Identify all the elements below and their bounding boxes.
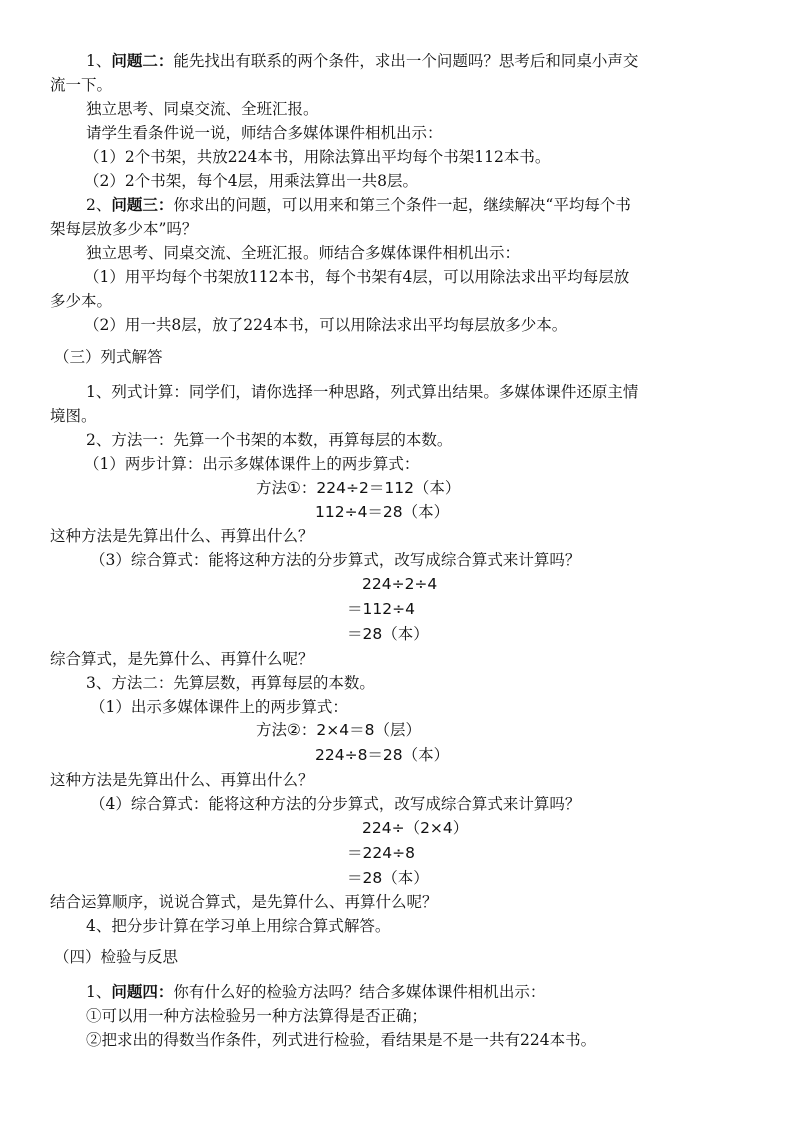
paragraph-line: 流一下。 [50,76,113,94]
paragraph-line: 2、方法一：先算一个书架的本数，再算每层的本数。 [86,431,453,449]
paragraph-line: 1、列式计算：同学们，请你选择一种思路，列式算出结果。多媒体课件还原主情 [86,383,639,401]
paragraph-question-four: 1、问题四：你有什么好的检验方法吗？结合多媒体课件相机出示： [86,982,546,1001]
list-item: （2）2个书架，每个4层，用乘法算出一共8层。 [84,172,418,190]
paragraph-line: 4、把分步计算在学习单上用综合算式解答。 [86,917,391,935]
method-one-equation: 方法①：224÷2＝112（本） [256,479,461,497]
combined-equation-line: ＝28（本） [347,625,429,643]
paragraph-line: 请学生看条件说一说，师结合多媒体课件相机出示： [86,124,443,142]
combined-equation-line: ＝224÷8 [347,844,415,862]
question-label: 问题三： [111,195,174,214]
list-item: （1）出示多媒体课件上的两步算式： [90,698,348,716]
question-label: 问题二： [111,51,174,70]
list-item: （4）综合算式：能将这种方法的分步算式，改写成综合算式来计算吗？ [90,795,581,813]
paragraph-line: 综合算式，是先算什么、再算什么呢？ [50,650,314,668]
combined-equation-line: ＝112÷4 [347,600,415,618]
method-one-equation: 112÷4＝28（本） [315,503,450,521]
paragraph-line: 这种方法是先算出什么、再算出什么？ [50,527,314,545]
list-item: （3）综合算式：能将这种方法的分步算式，改写成综合算式来计算吗？ [90,551,581,569]
list-item: ②把求出的得数当作条件，列式进行检验，看结果是不是一共有224本书。 [86,1031,597,1049]
paragraph-line: 独立思考、同桌交流、全班汇报。 [86,100,319,118]
section-heading: （四）检验与反思 [54,948,179,966]
paragraph-line: 境图。 [50,407,97,425]
paragraph-line: 3、方法二：先算层数，再算每层的本数。 [86,674,375,692]
paragraph-line: 结合运算顺序，说说合算式，是先算什么、再算什么呢？ [50,893,438,911]
combined-equation-line: 224÷2÷4 [362,575,438,593]
paragraph-line: 独立思考、同桌交流、全班汇报。师结合多媒体课件相机出示： [86,244,521,262]
list-item: （1）用平均每个书架放112本书，每个书架有4层，可以用除法求出平均每层放 [84,268,630,286]
method-label: 方法②： [256,721,317,739]
section-heading: （三）列式解答 [54,348,163,366]
method-two-equation: 224÷8＝28（本） [315,746,450,764]
method-two-equation: 方法②：2×4＝8（层） [256,721,421,739]
combined-equation-line: ＝28（本） [347,869,429,887]
paragraph-line: 这种方法是先算出什么、再算出什么？ [50,771,314,789]
list-item: （2）用一共8层，放了224本书，可以用除法求出平均每层放多少本。 [84,316,568,334]
question-label: 问题四： [111,982,174,1001]
list-item: ①可以用一种方法检验另一种方法算得是否正确； [86,1007,428,1025]
method-label: 方法①： [256,479,317,497]
paragraph-line: 架每层放多少本”吗？ [50,220,198,238]
list-item: （1）两步计算：出示多媒体课件上的两步算式： [84,455,420,473]
paragraph-question-two: 1、问题二：能先找出有联系的两个条件，求出一个问题吗？思考后和同桌小声交 [86,51,639,70]
combined-equation-line: 224÷（2×4） [362,819,469,837]
paragraph-question-three: 2、问题三：你求出的问题，可以用来和第三个条件一起，继续解决“平均每个书 [86,195,631,214]
list-item: （1）2个书架，共放224本书，用除法算出平均每个书架112本书。 [84,148,551,166]
paragraph-line: 多少本。 [50,292,113,310]
